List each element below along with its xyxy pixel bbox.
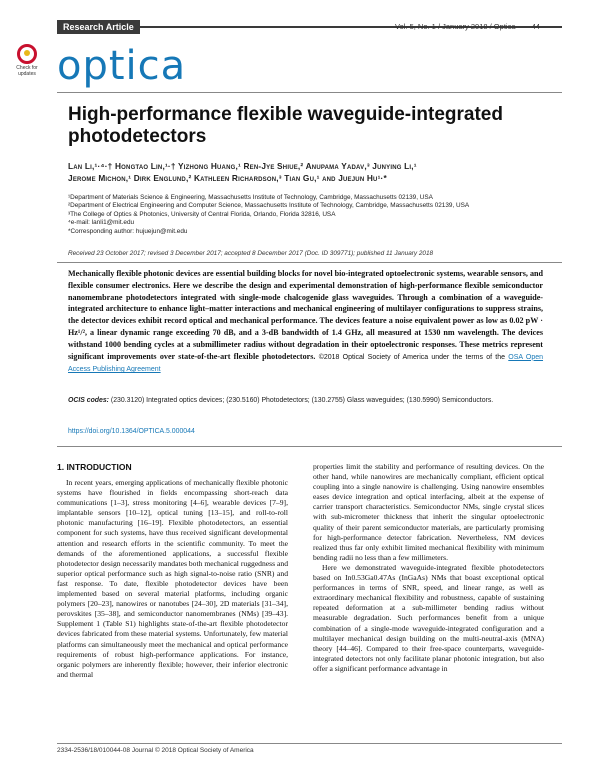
logo-divider <box>57 92 562 93</box>
left-column <box>57 478 288 680</box>
email-line: ⁴e-mail: lanli1@mit.edu <box>68 219 135 227</box>
crossmark-icon <box>17 44 37 64</box>
received-dates: Received 23 October 2017; revised 3 December 2017; accepted 8 December 2017 (Doc. ID 309771); published 11 January 2018 <box>68 250 434 257</box>
affiliation-item: ¹Department of Materials Science & Engineering, Massachusetts Institute of Technology, Cambridge, Massachusetts 02139, USA <box>68 194 433 201</box>
abstract-top-rule <box>57 262 562 263</box>
affiliation-item: ³The College of Optics & Photonics, University of Central Florida, Orlando, Florida 32816, USA <box>68 210 336 218</box>
footer-text: 2334-2536/18/010044-08 Journal © 2018 Optical Society of America <box>57 747 254 754</box>
copyright-terms: the terms of the <box>452 353 505 361</box>
ocis-text: (230.3120) Integrated optics devices; (230.5160) Photodetectors; (130.2755) Glass waveguides; (130.5990) Semiconductors. <box>110 397 494 404</box>
abstract <box>68 268 543 376</box>
affiliations <box>68 194 548 236</box>
journal-logo: optica <box>57 43 187 89</box>
ocis-codes <box>68 396 543 406</box>
abstract-bottom-rule <box>57 446 562 447</box>
paragraph: properties limit the stability and performance of resulting devices. On the other hand, while nanowires are mechanically compliant, efficient optical coupling into a single nanowire is challenging. Using nanowire ensembles eases device integration and optical interfacing, albeit at the expense of carrier transport characteristics. Semiconductor NMs, single crystal slices with sub-micrometer thickness that inherit the singular optoelectronic quality of their parent semiconductor materials, are particularly promising for high-performance detector fabrication. Nevertheless, NM devices realized thus far only exhibit limited mechanical flexibility with minimum bending radii no less than a few millimeters. <box>313 462 544 562</box>
section-heading: 1. INTRODUCTION <box>57 462 132 472</box>
issue-info <box>395 22 540 31</box>
section-tag: Research Article <box>57 20 140 34</box>
crossmark-badge[interactable] <box>12 44 42 77</box>
crossmark-label: Check for updates <box>16 65 38 77</box>
page-number: 44 <box>531 22 540 31</box>
paragraph: Here we demonstrated waveguide-integrated flexible photodetectors based on In0.53Ga0.47As (InGaAs) NMs that boast exceptional optical performances in terms of SNR, speed, and linear range, as well as extraordinary mechanical flexibility and robustness, capable of sustaining repeated deformation at a sub-millimeter bending radius without measurable degradation. Such performances benefit from a unique combination of a single-mode waveguide-integrated configuration and a multilayer mechanical design building on the multi-neutral-axis (MNA) theory [44–46]. Compared to their free-space counterparts, waveguide-integrated detectors not only facilitate planar photonic integration, but also offer a significant performance advantage in <box>313 562 544 673</box>
open-access-link[interactable]: OSA Open Access Publishing Agreement <box>68 353 544 374</box>
right-column <box>313 462 544 674</box>
paragraph: In recent years, emerging applications of mechanically flexible photonic systems have flourished in fields encompassing short-reach data communications [1–3], stress monitoring [4–6], wearable devices [7–9], implantable sensors [10–12], optical tuning [13–15], and roll-to-roll photonic manufacturing [16–19]. Flexible photodetectors, an essential component for such systems, have thus received significant developmental attention and research efforts in the scientific community. To meet the demands of the aforementioned applications, a successful flexible photodetector design necessarily mandates both mechanical ruggedness and superior optical performance such as high signal-to-noise ratio (SNR) and fast response. To date, flexible photodetector devices have been implemented based on several material platforms, including organic polymers [20–23], nanowires or nanotubes [24–30], 2D materials [31–34], perovskites [35–38], and semiconductor nanomembranes (NMs) [39–43]. Supplement 1 (Table S1) highlights state-of-the-art flexible photodetector devices fabricated from these material systems. Unfortunately, few material platforms can simultaneously meet the mechanical and optical performance requirements of robust high-performance applications. For instance, organic polymers are inherently flexible; however, their inferior electronic and thermal <box>57 478 288 679</box>
authors-line-2: Jerome Michon,¹ Dirk Englund,² Kathleen Richardson,³ Tian Gu,¹ and Juejun Hu¹·* <box>68 173 387 183</box>
issue-label: Vol. 5, No. 1 / January 2018 / Optica <box>395 22 516 31</box>
article-title: High-performance flexible waveguide-integrated photodetectors <box>68 104 503 147</box>
ocis-label: OCIS codes: <box>68 397 109 404</box>
author-list <box>68 160 548 184</box>
corresponding-author: *Corresponding author: hujuejun@mit.edu <box>68 227 188 235</box>
footer-rule <box>57 743 562 744</box>
affiliation-item: ²Department of Electrical Engineering and Computer Science, Massachusetts Institute of Technology, Cambridge, Massachusetts 02139, USA <box>68 202 470 210</box>
abstract-text: Mechanically flexible photonic devices are essential building blocks for novel bio-integrated optoelectronic systems, wearable sensors, and flexible consumer electronics. Here we describe the design and experimental demonstration of high-performance flexible semiconductor nanomembrane photodetectors integrated with single-mode chalcogenide glass waveguides. Through a combination of a waveguide-integrated architecture to enhance light–matter interactions and mechanical engineering of multilayer configurations to suppress strains, the detector devices exhibit record optical and mechanical performance. The devices feature a noise equivalent power as low as 0.02 pW · Hz¹/², a linear dynamic range exceeding 70 dB, and a 3-dB bandwidth of 1.4 GHz, all measured at 1530 nm wavelength. The devices withstand 1000 bending cycles at a submillimeter radius without degradation in their optoelectronic responses. These metrics represent significant improvements over state-of-the-art flexible photodetectors. <box>68 269 543 361</box>
authors-line-1: Lan Li,¹·⁴·† Hongtao Lin,¹·† Yizhong Huang,¹ Ren-Jye Shiue,² Anupama Yadav,³ Junying Li,¹ <box>68 161 417 171</box>
copyright-text: ©2018 Optical Society of America under <box>318 353 450 361</box>
doi-link[interactable]: https://doi.org/10.1364/OPTICA.5.000044 <box>68 428 195 435</box>
